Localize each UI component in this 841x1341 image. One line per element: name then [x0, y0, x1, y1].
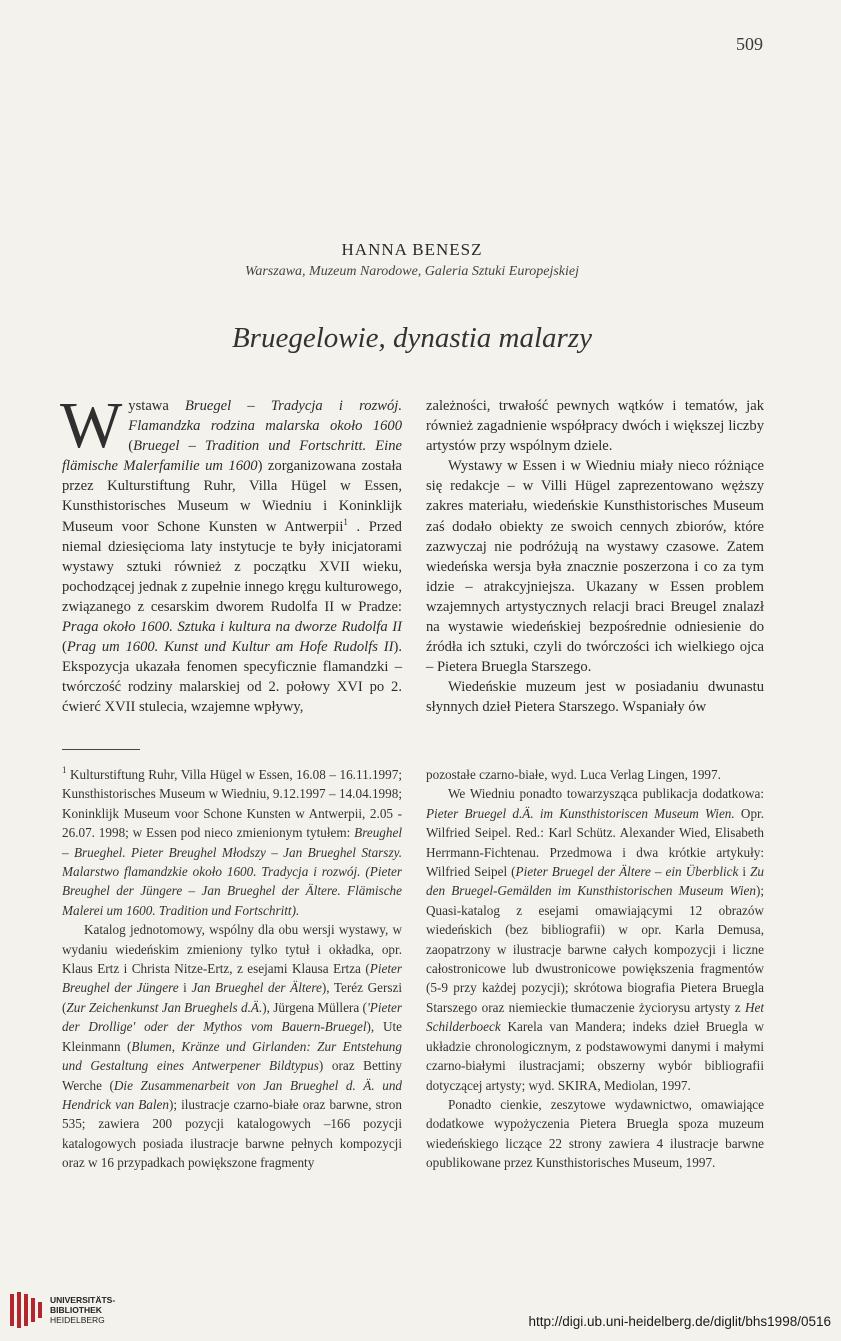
footnote-title: Zu den Bruegel-Gemälden im Kunsthistorischen Museum Wien	[426, 864, 764, 899]
footnote-title: 'Pieter der Drollige' oder der Mythos vom Bauern-Bruegel	[62, 999, 402, 1035]
body-paragraph: Wiedeńskie muzeum jest w posiadaniu dwunastu słynnych dzieł Pietera Starszego. Wspaniały ów	[426, 679, 764, 716]
body-text: (	[62, 639, 67, 656]
footnote-title: Het Schilderboeck	[426, 999, 764, 1035]
footnote-text: Opr. Wilfried Seipel. Red.: Karl Schütz. Alexander Wied, Elisabeth Herrmann-Fichtenau. Przedmowa i dwa krótkie artykuły: Wilfried Seipel (	[426, 805, 764, 880]
footnote-reference[interactable]: 1	[343, 516, 348, 527]
footnote-text: Karela van Mandera; indeks dzieł Bruegla w układzie chronologicznym, z podstawowymi danymi i małymi czarno-białymi ilustracjami; obszerny wybór bibliografii dotyczącej artysty; wyd. SKIRA, Mediolan, 1997.	[426, 1019, 764, 1093]
footnote	[62, 765, 402, 920]
footnote-text: ), Teréz Gerszi (	[62, 980, 403, 1015]
footnote-text: ), Ute Kleinmann (	[62, 1019, 402, 1054]
footnote-title: Pieter Breughel der Jüngere	[62, 961, 402, 996]
page-number: 509	[736, 34, 763, 54]
footnote-text: ), Jürgena Müllera (	[262, 999, 367, 1015]
footnote-title: Zur Zeichenkunst Jan Brueghels d.Ä.	[66, 999, 263, 1015]
footnote-number: 1	[62, 765, 67, 775]
body-column-right	[426, 396, 764, 718]
logo-line: BIBLIOTHEK	[50, 1305, 102, 1315]
author-name: HANNA BENESZ	[341, 240, 483, 259]
footnotes-column-right	[426, 765, 764, 1173]
footnote-text: ); Quasi-katalog z esejami omawiającymi 12 obrazów wiedeńskich (bez bibliografii) w opr. Karla Demusa, zaopatrzony w ilustracje barwne całych kompozycji i liczne całostronicowe lub dwustronicowe powiększenia fragmentów (5-9 przy każdej pozycji); skrótowa biografia Pietera Bruegla Starszego oraz niemieckie tłumaczenie życiorysu artysty z	[426, 883, 764, 1015]
footnote-text: i	[178, 980, 192, 996]
footnote-text: Katalog jednotomowy, wspólny dla obu wersji wystawy, w wydaniu wiedeńskim zmieniony tylko tytuł i okładka, opr. Klaus Ertz i Christa Nitze-Ertz, z esejami Klausa Ertza (	[62, 922, 402, 977]
footnote-text: We Wiedniu ponadto towarzysząca publikacja dodatkowa:	[448, 786, 764, 802]
author-affiliation: Warszawa, Muzeum Narodowe, Galeria Sztuki Europejskiej	[244, 264, 580, 279]
footnote-title: Pieter Bruegel der Ältere – ein Überblick	[515, 864, 739, 880]
library-seal-icon	[8, 1290, 44, 1330]
exhibition-title-de: Prag um 1600. Kunst und Kultur am Hofe Rudolfs II	[66, 639, 394, 656]
logo-line: UNIVERSITÄTS-	[50, 1295, 116, 1305]
footnote-text: ) oraz Bettiny Werche (	[62, 1058, 402, 1093]
footnote-title: Blumen, Kränze und Girlanden: Zur Entstehung und Gestaltung eines Antwerpener Bildtypus	[62, 1038, 402, 1074]
article-title: Bruegelowie, dynastia malarzy	[231, 322, 593, 354]
footnote-text: Kulturstiftung Ruhr, Villa Hügel w Essen, 16.08 – 16.11.1997; Kunsthistorisches Museum w Wiedniu, 9.12.1997 – 14.04.1998; Koninklijk Museum voor Schone Kunsten w Antwerpii, 2.05 - 26.07. 1998; w Essen pod nieco zmienionym tytułem:	[62, 767, 402, 841]
body-paragraph: Wystawy w Essen i w Wiedniu miały nieco różniące się redakcje – w Villi Hügel zaprezentowano węższy zakres materiału, wiedeńskie Kunsthistorisches Museum zaś dodało obiekty ze swoich cennych zbiorów, które zazwyczaj nie podróżują na wystawy czasowe. Zatem wiedeńska wersja była znacznie poszerzona i co za tym idzie – atrakcyjniejsza. Ukazany w Essen problem wzajemnych artystycznych relacji braci Breugel znalazł na wystawie wiedeńskiej bezpośrednie odniesienie do źródła ich sztuki, czyli do twórczości ich wielkiego ojca – Pietera Bruegla Starszego.	[426, 458, 764, 676]
body-paragraph: zależności, trwałość pewnych wątków i tematów, jak również zagadnienie współpracy dwóch i większej liczby artystów przy wspólnym dziele.	[426, 398, 764, 455]
body-text: . Przed niemal dziesięcioma laty instytucje te były inicjatorami wystawy sztuki również z początku XVII wieku, pochodzącej jednak z zupełnie innego kręgu kulturowego, związanego z cesarskim dworem Rudolfa II w Pradze:	[62, 518, 402, 615]
body-text: ). Ekspozycja ukazała fenomen specyficznie flamandzki – twórczość rodziny malarskiej od 2. połowy XVI po 2. ćwierć XVII stulecia, wzajemne wpływy,	[62, 639, 402, 716]
exhibition-title-de: Bruegel – Tradition und Fortschritt. Eine flämische Malerfamilie um 1600	[62, 438, 402, 475]
drop-cap: W	[60, 389, 123, 462]
footnote-divider	[62, 749, 140, 750]
footnote-title: Pieter Bruegel d.Ä. im Kunsthistoriscen Museum Wien.	[426, 805, 735, 821]
body-column-left	[60, 389, 402, 718]
footnote-paragraph: Ponadto cienkie, zeszytowe wydawnictwo, omawiające dodatkowe wypożyczenia Pietera Bruegla spoza muzeum wiedeńskiego liczące 22 strony zawiera 4 ilustracje barwne opublikowane przez Kunsthistorisches Museum, 1997.	[426, 1096, 764, 1171]
body-text: ystawa	[128, 398, 185, 414]
footnote-title: Breughel – Brueghel. Pieter Breughel Młodszy – Jan Brueghel Starszy. Malarstwo flamandzkie około 1600. Tradycja i rozwój. (Pieter Breughel der Jüngere – Jan Brueghel der Ältere. Flämische Malerei um 1600. Tradition und Fortschritt).	[62, 825, 402, 918]
body-text: ) zorganizowana została przez Kulturstiftung Ruhr, Villa Hügel w Essen, Kunsthistorisches Museum w Wiedniu i Koninklijk Museum voor Schone Kunsten w Antwerpii	[62, 458, 402, 535]
footnote-paragraph: pozostałe czarno-białe, wyd. Luca Verlag Lingen, 1997.	[426, 767, 721, 782]
library-logo[interactable]	[8, 1290, 148, 1330]
library-logo-text	[50, 1295, 115, 1325]
footnote-text: ); ilustracje czarno-białe oraz barwne, stron 535; zawiera 200 pozycji katalogowych –166 pozycji katalogowych posiada ilustracje barwne pełnych kompozycji oraz w 16 przypadkach powiększone fragmenty	[62, 1096, 402, 1171]
logo-line: HEIDELBERG	[50, 1315, 105, 1325]
exhibition-title-pl: Bruegel – Tradycja i rozwój. Flamandzka rodzina malarska około 1600	[128, 398, 402, 435]
footnote-title: Jan Brueghel der Ältere	[191, 980, 322, 996]
body-paragraph	[60, 389, 402, 718]
body-text: (	[128, 438, 134, 455]
footnote-paragraph	[426, 784, 764, 1095]
footnotes-column-left	[62, 765, 402, 1173]
source-url-link[interactable]: http://digi.ub.uni-heidelberg.de/diglit/bhs1998/0516	[528, 1314, 831, 1329]
footnote-paragraph	[62, 920, 402, 1172]
exhibition-title-pl: Praga około 1600. Sztuka i kultura na dworze Rudolfa II	[62, 619, 402, 636]
footnote-text: i	[738, 864, 751, 880]
footnote-title: Die Zusammenarbeit von Jan Brueghel d. Ä. und Hendrick van Balen	[62, 1077, 403, 1112]
